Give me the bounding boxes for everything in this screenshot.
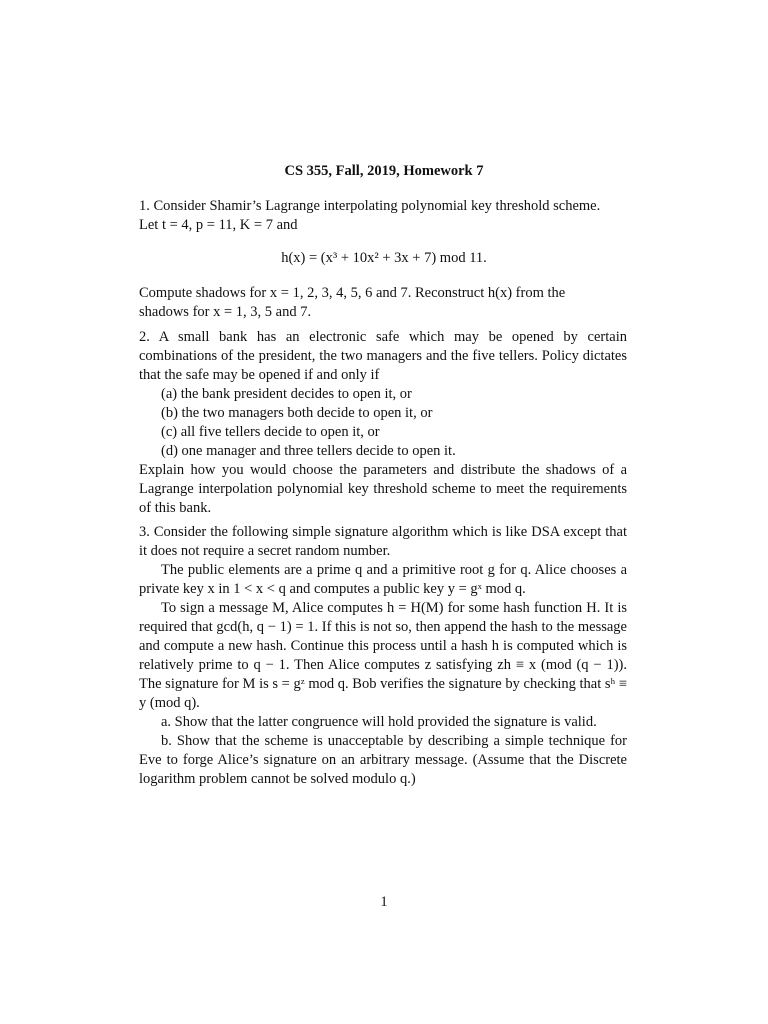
problem-2-item-b: (b) the two managers both decide to open it, or — [161, 405, 433, 421]
page-number: 1 — [380, 894, 388, 910]
problem-2-outro: Explain how you would choose the parameters and distribute the shadows of a Lagrange interpolation polynomial key threshold scheme to meet the requirements of this bank. — [139, 462, 627, 516]
problem-2-item-d: (d) one manager and three tellers decide to open it. — [161, 443, 456, 459]
problem-3-intro: 3. Consider the following simple signature algorithm which is like DSA except that it does not require a secret random number. — [139, 524, 627, 559]
problem-3 — [139, 523, 627, 789]
problem-1-statement — [139, 197, 627, 235]
problem-1-question — [139, 284, 627, 322]
problem-1-line-4: shadows for x = 1, 3, 5 and 7. — [139, 304, 312, 320]
document-title: CS 355, Fall, 2019, Homework 7 — [284, 163, 484, 179]
problem-2-intro: 2. A small bank has an electronic safe which may be opened by certain combinations of the president, the two managers and the five tellers. Policy dictates that the safe may be opened if and only if — [139, 329, 627, 383]
problem-2-item-a: (a) the bank president decides to open it, or — [161, 386, 412, 402]
problem-1-line-1: 1. Consider Shamir’s Lagrange interpolating polynomial key threshold scheme. — [139, 198, 601, 214]
problem-2 — [139, 328, 627, 518]
problem-3-part-b: b. Show that the scheme is unacceptable by describing a simple technique for Eve to forge Alice’s signature on an arbitrary message. (Assume that the Discrete logarithm problem cannot be solved modulo q.) — [139, 733, 627, 787]
problem-3-para-2: To sign a message M, Alice computes h = H(M) for some hash function H. It is required that gcd(h, q − 1) = 1. If this is not so, then append the hash to the message and compute a new hash. Continue this process until a hash h is computed which is relatively prime to q − 1. Then Alice computes z satisfying zh ≡ x (mod (q − 1)). The signature for M is s = gᶻ mod q. Bob verifies the signature by checking that sʰ ≡ y (mod q). — [139, 600, 627, 711]
problem-3-para-1: The public elements are a prime q and a primitive root g for q. Alice chooses a private key x in 1 < x < q and computes a public key y = gˣ mod q. — [139, 562, 627, 597]
problem-1-equation: h(x) = (x³ + 10x² + 3x + 7) mod 11. — [281, 250, 487, 266]
problem-1-line-3: Compute shadows for x = 1, 2, 3, 4, 5, 6 and 7. Reconstruct h(x) from the — [139, 285, 566, 301]
problem-3-part-a: a. Show that the latter congruence will hold provided the signature is valid. — [161, 714, 597, 730]
problem-1-line-2: Let t = 4, p = 11, K = 7 and — [139, 217, 298, 233]
problem-2-item-c: (c) all five tellers decide to open it, or — [161, 424, 380, 440]
